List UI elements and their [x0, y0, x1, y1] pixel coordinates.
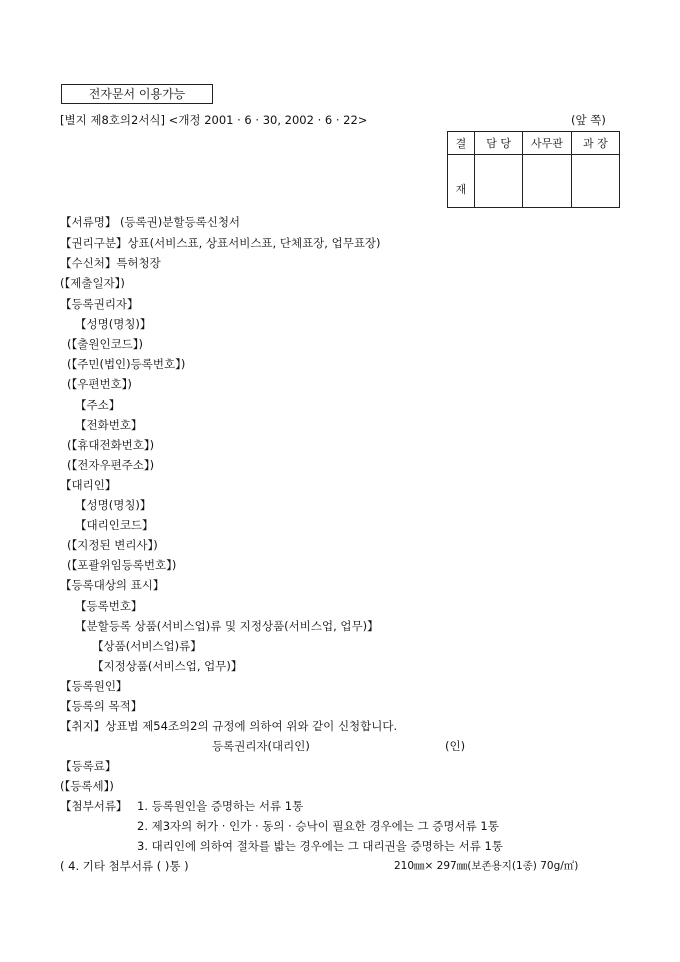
- postal-code: (【우편번호】): [67, 377, 132, 391]
- approval-table: [447, 131, 620, 208]
- approval-side-bottom: 재: [448, 155, 475, 208]
- general-power-number: (【포괄위임등록번호】): [67, 558, 177, 572]
- registration-tax: (【등록세】): [60, 779, 114, 793]
- approval-column-staff: 담 당: [475, 132, 523, 155]
- mobile-number: (【휴대전화번호】): [67, 438, 155, 452]
- split-goods-classes: 【분할등록 상품(서비스업)류 및 지정상품(서비스업, 업무)】: [75, 619, 379, 633]
- submission-date: (【제출일자】): [60, 276, 125, 290]
- approval-cell-manager[interactable]: [571, 155, 619, 208]
- attachment-item: 2. 제3자의 허가 · 인가 · 동의 · 승낙이 필요한 경우에는 그 증명서류 1통: [137, 819, 499, 833]
- address: 【주소】: [75, 398, 121, 412]
- registration-cause: 【등록원인】: [60, 679, 128, 693]
- registration-fee: 【등록료】: [60, 759, 117, 773]
- recipient: 【수신처】특허청장: [60, 256, 161, 270]
- registration-target-section: 【등록대상의 표시】: [60, 578, 165, 592]
- attachment-item: 3. 대리인에 의하여 절차를 밟는 경우에는 그 대리권을 증명하는 서류 1통: [137, 839, 503, 853]
- signature-label: 등록권리자(대리인): [212, 739, 310, 753]
- agent-name: 【성명(명칭)】: [75, 498, 152, 512]
- email-address: (【전자우편주소】): [67, 458, 155, 472]
- right-type: 【권리구분】상표(서비스표, 상표서비스표, 단체표장, 업무표장): [60, 236, 381, 250]
- paper-specification: 210㎜× 297㎜(보존용지(1종) 70g/㎡): [394, 860, 579, 872]
- holder-name: 【성명(명칭)】: [75, 317, 152, 331]
- phone-number: 【전화번호】: [75, 418, 143, 432]
- agent-code: 【대리인코드】: [75, 518, 154, 532]
- attachment-item: 1. 등록원인을 증명하는 서류 1통: [137, 799, 304, 813]
- agent-section: 【대리인】: [60, 478, 117, 492]
- goods-class: 【상품(서비스업)류】: [92, 639, 202, 653]
- page-side-label: (앞 쪽): [571, 113, 606, 127]
- electronic-document-badge: 전자문서 이용가능: [61, 84, 213, 104]
- approval-cell-officer[interactable]: [523, 155, 571, 208]
- applicant-code: (【출원인코드】): [67, 337, 144, 351]
- other-attachments: ( 4. 기타 첨부서류 ( )통 ): [60, 859, 189, 873]
- attachments-label: 【첨부서류】: [60, 799, 128, 813]
- approval-side-top: 결: [448, 132, 475, 155]
- approval-cell-staff[interactable]: [475, 155, 523, 208]
- document-name: 【서류명】 (등록권)분할등록신청서: [60, 215, 241, 229]
- approval-column-manager: 과 장: [571, 132, 619, 155]
- purpose-statement: 【취지】상표법 제54조의2의 규정에 의하여 위와 같이 신청합니다.: [60, 719, 398, 733]
- designated-goods: 【지정상품(서비스업, 업무)】: [92, 659, 243, 673]
- registration-number: 【등록번호】: [75, 599, 143, 613]
- seal-mark: (인): [445, 739, 466, 753]
- form-reference: [별지 제8호의2서식] <개정 2001 · 6 · 30, 2002 · 6 · 22>: [60, 113, 368, 127]
- resident-registration-number: (【주민(법인)등록번호】): [67, 357, 186, 371]
- registration-purpose: 【등록의 목적】: [60, 699, 143, 713]
- approval-column-officer: 사무관: [523, 132, 571, 155]
- registered-holder-section: 【등록권리자】: [60, 297, 139, 311]
- designated-attorney: (【지정된 변리사】): [67, 538, 158, 552]
